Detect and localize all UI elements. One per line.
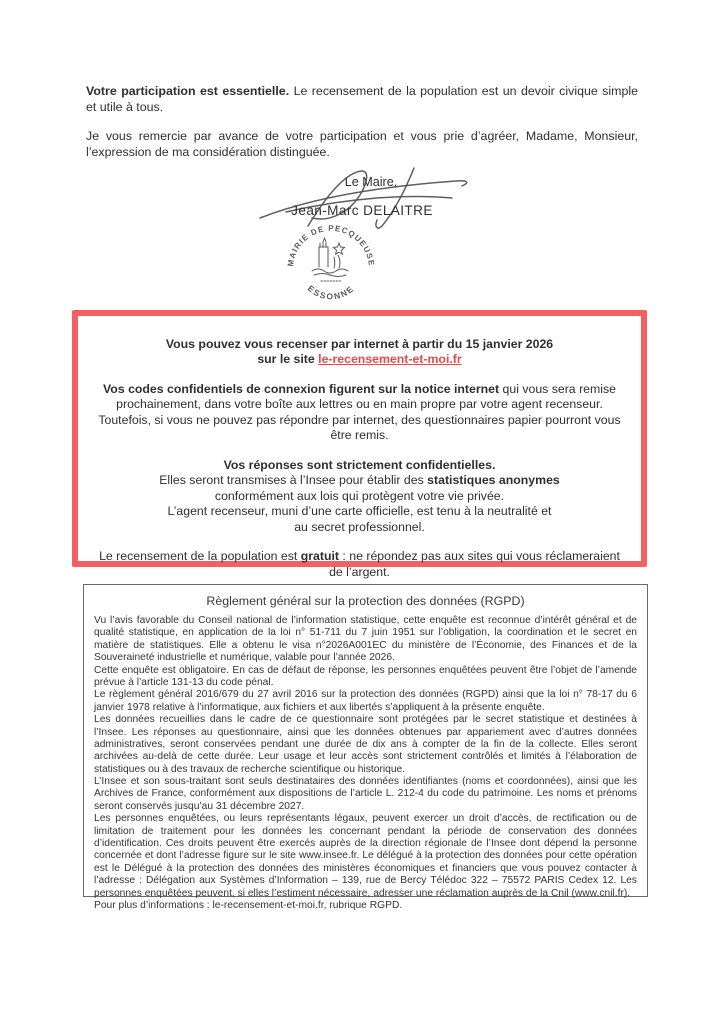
stamp-top-text: MAIRIE DE PECQUEUSE (285, 223, 377, 268)
signer-name: Jean-Marc DELAITRE (291, 203, 433, 218)
intro-paragraph (86, 84, 638, 116)
rgpd-paragraph: Les données recueillies dans le cadre de ce questionnaire sont protégées par le secret statistique et destinées à l’Insee. Les réponses au questionnaire, ainsi que les données obtenues par appariement avec d’autres données administratives, seront conservées pendant une durée de dix ans à compter de la fin de la collecte. Elles seront archivées au-delà de cette durée. Leur usage et leur accès sont strictement contrôlés et limités à l’élaboration de statistiques ou à des travaux de recherche scientifique ou historique. (94, 714, 637, 775)
free-text-c: : ne répondez pas aux sites qui vous réclameraient de l’argent. (329, 549, 620, 579)
notice-free-paragraph (92, 549, 627, 580)
municipal-stamp (282, 221, 380, 313)
notice-codes-paragraph (92, 382, 627, 444)
signer-role: Le Maire, (344, 175, 398, 189)
svg-text:ESSONNE (306, 283, 356, 301)
stamp-emblem (312, 238, 348, 281)
notice-internet-dates (92, 337, 627, 368)
notice-codes-rest: qui vous sera remise prochainement, dans votre boîte aux lettres ou en main propre par votre agent recenseur. Toutefois, si vous ne pouvez pas répondre par internet, des questionnaires papier pourront vous être remis. (98, 381, 621, 443)
notice-line2-prefix: sur le site (257, 352, 319, 367)
stamp-bottom-text: ESSONNE (305, 283, 357, 302)
rgpd-title: Règlement général sur la protection des données (RGPD) (206, 594, 525, 608)
confidentiality-line4: au secret professionnel. (294, 519, 425, 534)
rgpd-paragraph: Cette enquête est obligatoire. En cas de défaut de réponse, les personnes enquêtées peuvent être l’objet de l’amende prévue à l’article 131-13 du code pénal. (94, 664, 637, 688)
rgpd-box (83, 584, 648, 911)
intro-rest-text: Le recensement de la population est un devoir civique simple et utile à tous. (86, 84, 638, 114)
confidentiality-line1a: Elles seront transmises à l’Insee pour établir des (159, 473, 428, 488)
rgpd-paragraph: Vu l’avis favorable du Conseil national de l’information statistique, cette enquête est reconnue d’intérêt général et de qualité statistique, en application de la loi n° 51-711 du 7 juin 1951 sur l’obligation, la coordination et le secret en matière de statistiques. Elle a obtenu le visa n°2026A001EC du ministère de l’Économie, des Finances et de la Souveraineté industrielle et numérique, valable pour l’année 2026. (94, 615, 637, 664)
confidentiality-line1b: statistiques anonymes (427, 473, 560, 488)
svg-text:MAIRIE DE PECQUEUSE (286, 224, 376, 267)
confidentiality-line3: L’agent recenseur, muni d’une carte officielle, est tenu à la neutralité et (167, 504, 552, 519)
rgpd-paragraph: L’Insee et son sous-traitant sont seuls destinataires des données identifiantes (noms et coordonnées), ainsi que les Archives de France, conformément aux dispositions de l’article L. 212-4 du code du patrimoine. Les noms et prénoms seront conservés jusqu’au 31 décembre 2027. (94, 776, 637, 812)
census-website-link[interactable]: le-recensement-et-moi.fr (318, 352, 462, 367)
notice-line1: Vous pouvez vous recenser par internet à partir du 15 janvier 2026 (165, 337, 554, 351)
notice-codes-bold: Vos codes confidentiels de connexion figurent sur la notice internet (103, 381, 500, 396)
internet-notice-box (72, 310, 647, 579)
rgpd-paragraph: Les personnes enquêtées, ou leurs représentants légaux, peuvent exercer un droit d’accès, de rectification ou de limitation de traitement pour les données les concernant pendant la période de conservation des données d’identification. Ces droits peuvent être exercés auprès de la direction régionale de l’Insee dont dépend la personne concernée et dont l’adresse figure sur le site www.insee.fr. Le délégué à la protection des données pour cette opération est le Délégué à la protection des données des ministères économiques et financiers que vous pouvez contacter à l’adresse : Délégation aux Systèmes d’Information – 139, rue de Bercy Télédoc 322 – 75572 PARIS Cedex 12. Les personnes enquêtées peuvent, si elles l’estiment nécessaire, adresser une réclamation auprès de la Cnil (www.cnil.fr). (94, 813, 637, 899)
intro-bold-text: Votre participation est essentielle. (86, 84, 290, 98)
free-text-bold: gratuit (300, 549, 339, 564)
rgpd-paragraph: Le règlement général 2016/679 du 27 avril 2016 sur la protection des données (RGPD) ainsi que la loi n° 78-17 du 6 janvier 1978 relative à l’informatique, aux fichiers et aux libertés s’appliquent à la présente enquête. (94, 689, 637, 713)
rgpd-paragraph: Pour plus d’informations : le-recensement-et-moi.fr, rubrique RGPD. (94, 899, 403, 911)
confidentiality-heading: Vos réponses sont strictement confidentielles. (223, 457, 496, 472)
notice-confidentiality (92, 458, 627, 535)
confidentiality-line2: conformément aux lois qui protègent votre vie privée. (214, 488, 505, 503)
closing-paragraph: Je vous remercie par avance de votre participation et vous prie d’agréer, Madame, Monsieur, l’expression de ma considération distinguée. (86, 129, 638, 159)
free-text-a: Le recensement de la population est (99, 549, 301, 564)
